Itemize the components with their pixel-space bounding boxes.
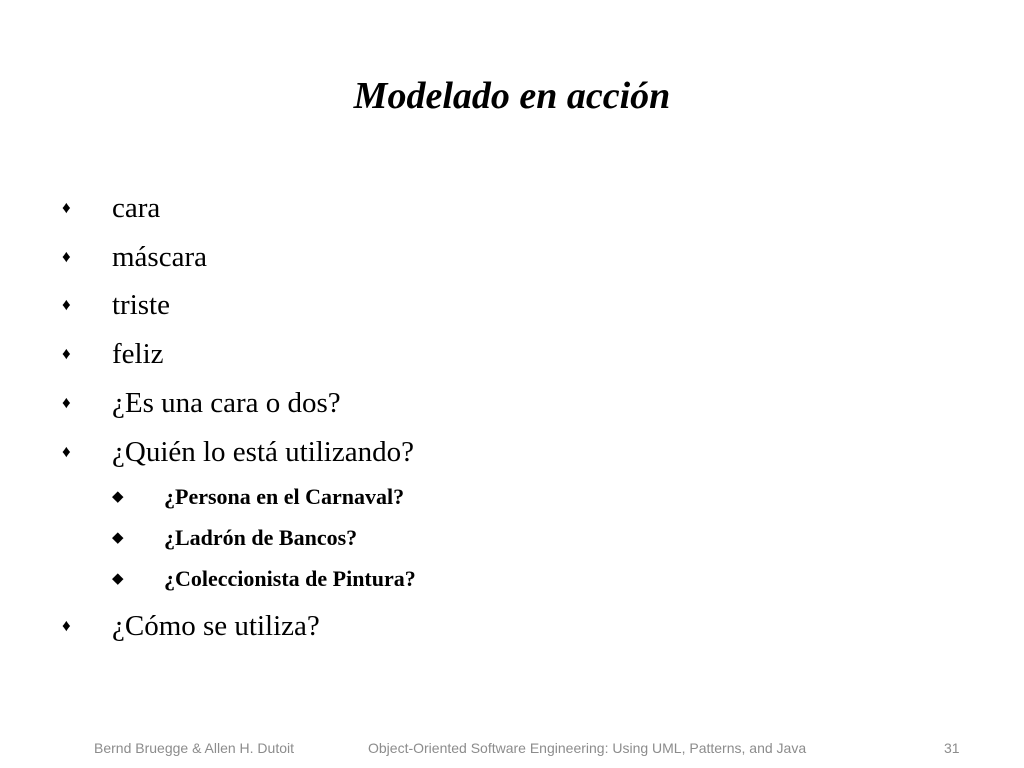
diamond-bullet-icon: ♦	[62, 344, 71, 363]
diamond-sub-bullet-icon: ◆	[112, 571, 124, 587]
bullet-text: ¿Quién lo está utilizando?	[112, 436, 414, 468]
diamond-bullet-icon: ♦	[62, 442, 71, 461]
diamond-sub-bullet-icon: ◆	[112, 530, 124, 546]
slide-footer	[0, 736, 1024, 760]
diamond-bullet-icon: ♦	[62, 393, 71, 412]
footer-course-title: Object-Oriented Software Engineering: Using UML, Patterns, and Java	[368, 740, 807, 756]
bullet-text: ¿Es una cara o dos?	[112, 387, 341, 419]
diamond-bullet-icon: ♦	[62, 247, 71, 266]
sub-bullet-text: ¿Persona en el Carnaval?	[164, 484, 405, 509]
slide-title: Modelado en acción	[353, 75, 671, 117]
diamond-bullet-icon: ♦	[62, 198, 71, 217]
sub-bullet-text: ¿Coleccionista de Pintura?	[164, 566, 416, 591]
diamond-sub-bullet-icon: ◆	[112, 489, 124, 505]
footer-authors: Bernd Bruegge & Allen H. Dutoit	[94, 740, 295, 756]
bullet-text: máscara	[112, 241, 207, 273]
diamond-bullet-icon: ♦	[62, 616, 71, 635]
diamond-bullet-icon: ♦	[62, 295, 71, 314]
bullet-text: triste	[112, 289, 170, 321]
bullet-text: cara	[112, 192, 161, 224]
sub-bullet-text: ¿Ladrón de Bancos?	[164, 525, 358, 550]
bullet-text: ¿Cómo se utiliza?	[112, 610, 320, 642]
bullet-text: feliz	[112, 338, 164, 370]
footer-page-number: 31	[944, 740, 960, 756]
